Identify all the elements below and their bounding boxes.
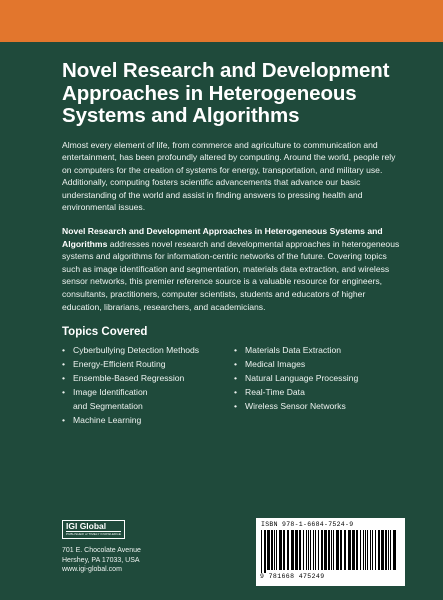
barcode-bar: [306, 530, 307, 570]
bullet-icon: •: [234, 373, 238, 384]
publisher-address: [62, 546, 202, 575]
barcode-bar: [276, 530, 277, 570]
barcode-bar: [360, 530, 361, 570]
topics-heading: Topics Covered: [62, 326, 148, 339]
topics-column-right: [234, 344, 406, 427]
bullet-icon: •: [62, 359, 66, 370]
description-paragraph-1: Almost every element of life, from commerce and agriculture to communication and entertainment, has been profoundly altered by computing. Around the world, people rely on computers for the creation of systems for energy, transportation, and military use. Additionally, computing fosters scientific advancements that advance our basic understanding of the world and assist in finding answers to pressing health and environmental issues.: [62, 139, 396, 213]
barcode-bar: [324, 530, 327, 570]
barcode-bar: [303, 530, 304, 570]
igi-global-logo: [62, 520, 125, 539]
publisher-website: www.igi-global.com: [62, 566, 122, 574]
topic-label: Real-Time Data: [245, 386, 305, 397]
topic-item: [234, 344, 406, 358]
topic-item: [62, 372, 234, 386]
barcode-bar: [261, 530, 262, 573]
barcode-bar: [283, 530, 285, 570]
bullet-icon: •: [62, 345, 66, 356]
barcode-bar: [385, 530, 387, 570]
barcode-bar: [381, 530, 384, 570]
logo-tagline: PUBLISHER of TIMELY KNOWLEDGE: [66, 532, 121, 536]
isbn-label: ISBN 978-1-6684-7524-9: [261, 521, 354, 528]
address-line: 701 E. Chocolate Avenue: [62, 547, 141, 554]
paragraph-bold-title: Novel Research and Development Approaches in Heterogeneous Systems and Algorithms: [62, 226, 383, 249]
barcode-bar: [348, 530, 351, 570]
topic-label: Medical Images: [245, 359, 306, 370]
back-cover-content: [62, 60, 407, 428]
topic-label: Cyberbullying Detection Methods: [73, 345, 200, 356]
barcode-bar: [274, 530, 275, 570]
topic-item: [234, 400, 406, 414]
barcode-bar: [352, 530, 355, 570]
barcode-bar: [356, 530, 358, 570]
barcode-bars: [261, 530, 400, 573]
topic-item: [234, 372, 406, 386]
topic-label: Ensemble-Based Regression: [73, 373, 185, 384]
barcode-bar: [318, 530, 319, 570]
book-title: [62, 60, 407, 128]
barcode-bar: [393, 530, 396, 570]
barcode-bar: [331, 530, 332, 570]
barcode-bar: [279, 530, 282, 570]
topic-label: Image Identification: [73, 386, 148, 397]
barcode-bar: [271, 530, 273, 570]
barcode-bar: [328, 530, 330, 570]
topic-item: [62, 386, 234, 414]
barcode-bar: [313, 530, 314, 570]
barcode-bar: [308, 530, 309, 570]
bullet-icon: •: [62, 386, 66, 397]
barcode-bar: [321, 530, 323, 570]
barcode-bar: [388, 530, 389, 570]
bullet-icon: •: [234, 345, 238, 356]
top-color-band: [0, 0, 443, 42]
topics-column-left: [62, 344, 234, 427]
barcode-bar: [291, 530, 294, 570]
topic-label: Materials Data Extraction: [245, 345, 341, 356]
barcode-bar: [378, 530, 380, 570]
barcode-bar: [295, 530, 298, 570]
isbn-barcode: [256, 518, 405, 586]
topic-item: [62, 414, 234, 428]
barcode-bar: [267, 530, 270, 570]
barcode-bar: [336, 530, 339, 570]
barcode-bar: [375, 530, 376, 570]
bullet-icon: •: [234, 359, 238, 370]
topic-label: Energy-Efficient Routing: [73, 359, 166, 370]
title-line: Systems and Algorithms: [62, 104, 300, 127]
barcode-bar: [299, 530, 301, 570]
publisher-block: [62, 520, 202, 575]
title-line: Novel Research and Development: [62, 59, 390, 82]
barcode-bar: [344, 530, 346, 570]
title-line: Approaches in Heterogeneous: [62, 81, 357, 105]
description-paragraph-2: [62, 225, 407, 313]
topic-label: Natural Language Processing: [245, 373, 359, 384]
paragraph-body: addresses novel research and developmental approaches in heterogeneous systems and algorithms for information-centric networks of the future. Covering topics such as image identification and segmentation, materials data extraction, and wireless sensor networks, this premier reference source is a valuable resource for engineers, consultants, practitioners, computer scientists, students and educators of higher education, librarians, researchers, and academicians.: [62, 238, 400, 312]
barcode-bar: [310, 530, 311, 570]
barcode-bar: [365, 530, 366, 570]
barcode-bar: [363, 530, 364, 570]
topic-label-continued: and Segmentation: [73, 400, 143, 411]
barcode-bar: [340, 530, 342, 570]
topic-item: [234, 358, 406, 372]
logo-wordmark: IGI Global: [66, 521, 107, 531]
bullet-icon: •: [234, 386, 238, 397]
barcode-bar: [370, 530, 371, 570]
barcode-bar: [367, 530, 368, 570]
bullet-icon: •: [62, 414, 66, 425]
barcode-bar: [333, 530, 334, 570]
barcode-bar: [315, 530, 316, 570]
bullet-icon: •: [234, 400, 238, 411]
barcode-bar: [264, 530, 266, 573]
barcode-digits: 9 781668 475249: [260, 573, 325, 580]
barcode-bar: [390, 530, 391, 570]
topic-label: Machine Learning: [73, 414, 142, 425]
topic-item: [62, 358, 234, 372]
topics-list: [62, 344, 407, 427]
barcode-bar: [372, 530, 373, 570]
bullet-icon: •: [62, 373, 66, 384]
address-line: Hershey, PA 17033, USA: [62, 556, 140, 564]
barcode-bar: [287, 530, 289, 570]
topic-item: [62, 344, 234, 358]
topic-label: Wireless Sensor Networks: [245, 400, 346, 411]
topic-item: [234, 386, 406, 400]
